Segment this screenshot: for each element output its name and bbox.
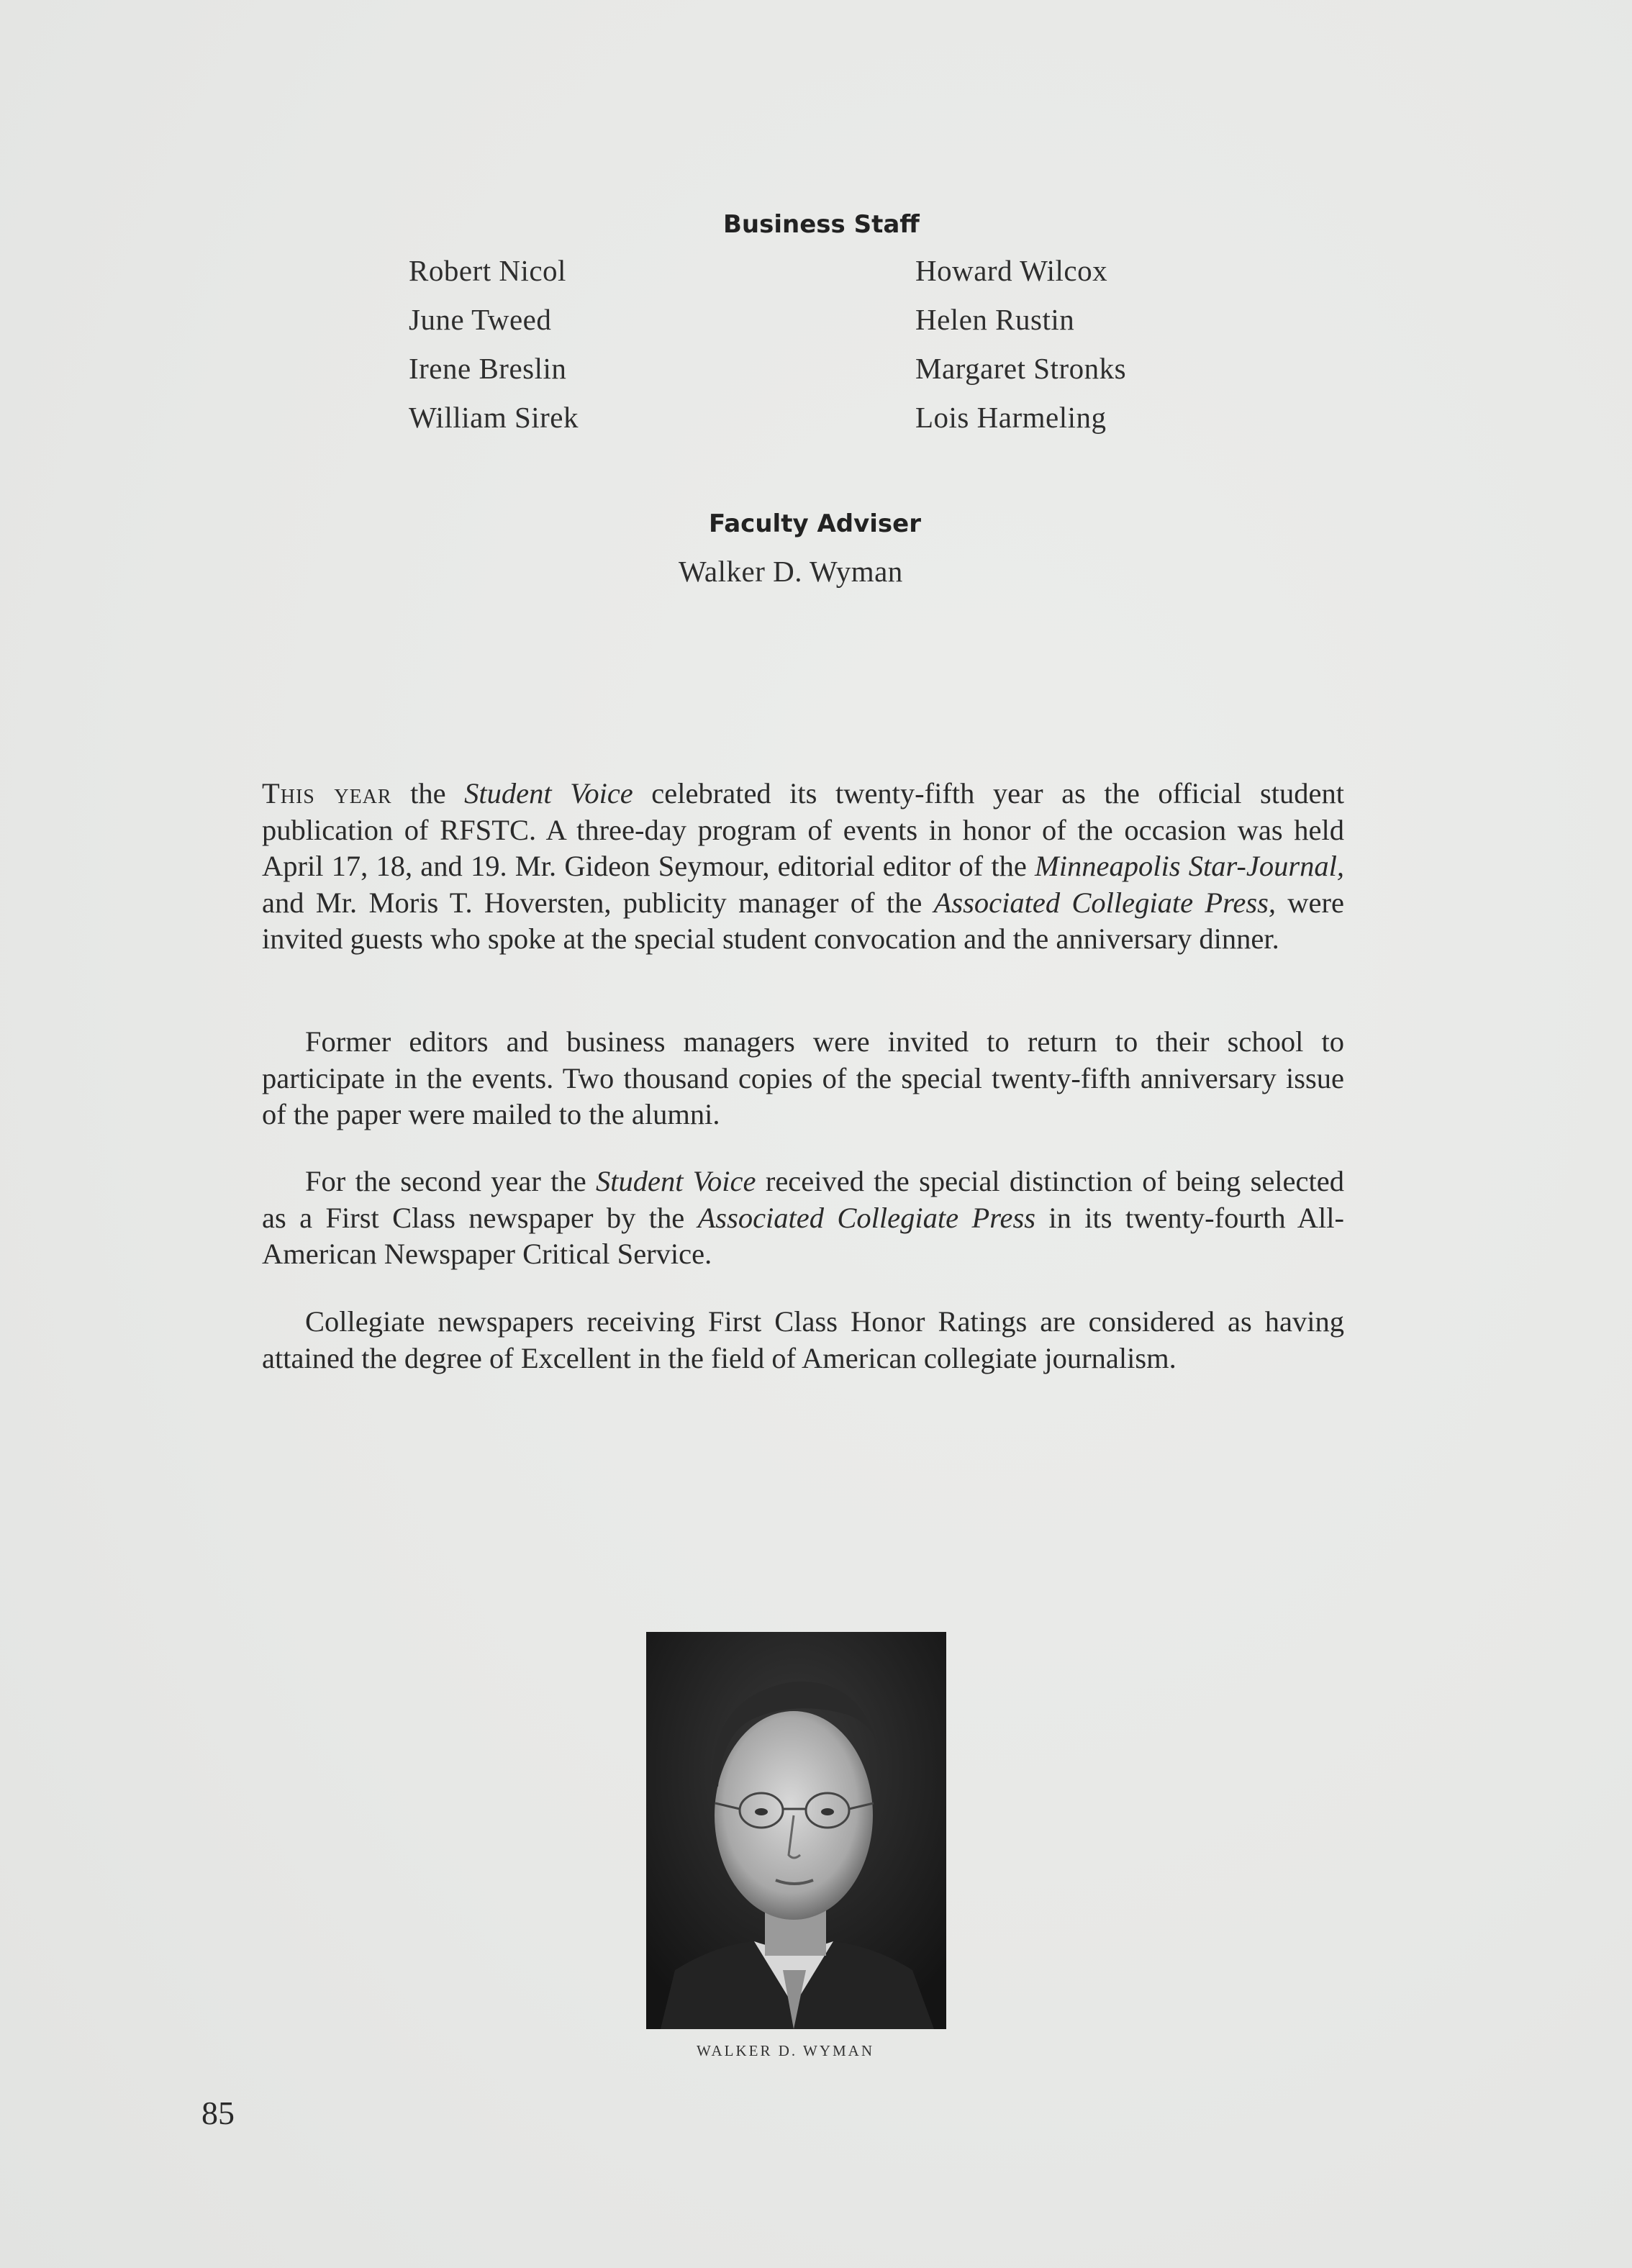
staff-name-left-3: Irene Breslin (409, 352, 567, 385)
staff-name-right-4: Lois Harmeling (915, 401, 1107, 434)
publication-title: Associated Collegiate Press, (933, 886, 1277, 919)
page-number: 85 (201, 2095, 235, 2131)
staff-name-right-3: Margaret Stronks (915, 352, 1127, 385)
staff-name-right-1: Howard Wilcox (915, 254, 1108, 287)
faculty-adviser-heading: Faculty Adviser (709, 509, 921, 538)
paragraph-first-class: For the second year the Student Voice received the special distinction of being selected as a First Class newspaper by the Associated Collegiate Press in its twenty-fourth All-American Newspaper Critical Service. (262, 1165, 1344, 1270)
staff-name-right-2: Helen Rustin (915, 303, 1075, 336)
staff-name-left-2: June Tweed (409, 303, 552, 336)
publication-title: Student Voice (464, 777, 633, 809)
portrait-photo (646, 1632, 946, 2029)
business-staff-heading: Business Staff (723, 210, 920, 239)
staff-name-left-4: William Sirek (409, 401, 579, 434)
paragraph-lead-in: This year (262, 777, 392, 809)
faculty-adviser-name: Walker D. Wyman (679, 555, 903, 588)
publication-title: Student Voice (596, 1165, 756, 1197)
paragraph-honor-ratings: Collegiate newspapers receiving First Class Honor Ratings are considered as having attained the degree of Excellent in the field of American collegiate journalism. (262, 1305, 1344, 1374)
publication-title: Associated Collegiate Press (697, 1201, 1036, 1234)
publication-title: Minneapolis Star-Journal, (1035, 850, 1344, 882)
staff-name-left-1: Robert Nicol (409, 254, 566, 287)
paragraph-former-editors: Former editors and business managers were invited to return to their school to participate in the events. Two thousand copies of the special twenty-fifth anniversary issue of the paper were mailed to the alumni. (262, 1025, 1344, 1130)
paragraph-anniversary: This year the Student Voice celebrated its twenty-fifth year as the official student publication of RFSTC. A three-day program of events in honor of the occasion was held April 17, 18, and 19. Mr. Gideon Seymour, editorial editor of the Minneapolis Star-Journal, and Mr. Moris T. Hoversten, publicity manager of the Associated Collegiate Press, were invited guests who spoke at the special student convocation and the anniversary dinner. (262, 777, 1345, 955)
photo-caption: WALKER D. WYMAN (697, 2042, 875, 2059)
